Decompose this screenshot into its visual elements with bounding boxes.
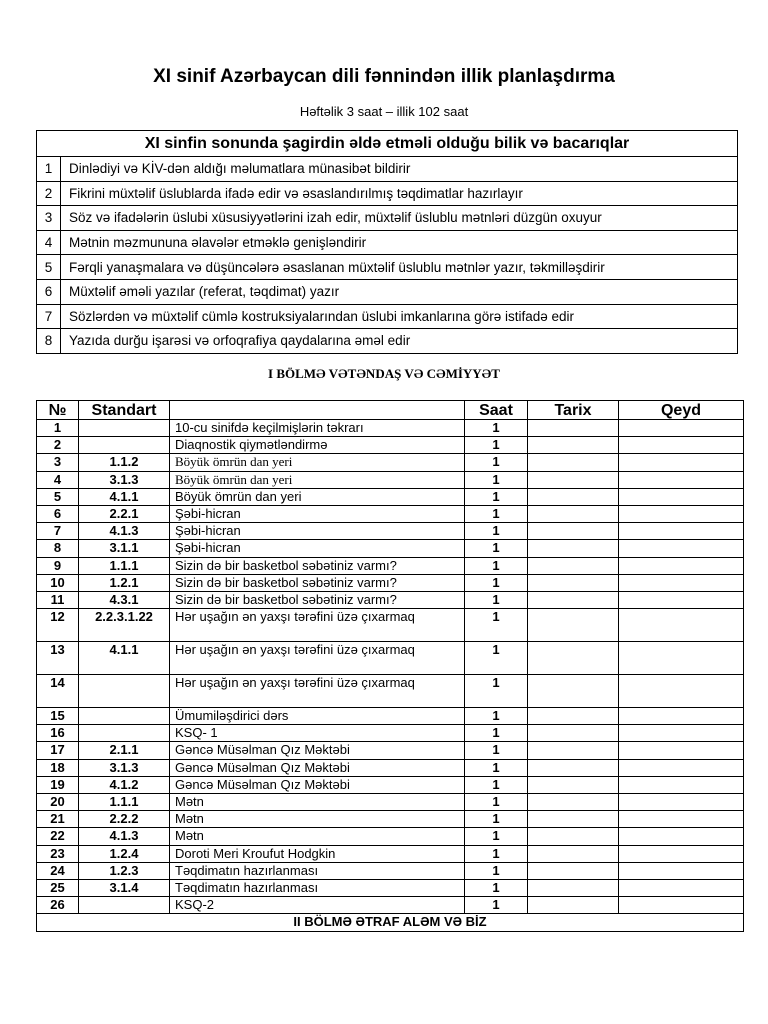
plan-table	[36, 400, 744, 932]
lesson-number: 19	[37, 776, 79, 793]
lesson-date	[528, 794, 619, 811]
outcome-text: Sözlərdən və müxtəlif cümlə kostruksiyalarından üslubi imkanlarına görə istifadə edir	[61, 304, 738, 329]
outcome-text: Söz və ifadələrin üslubi xüsusiyyətlərini izah edir, müxtəlif üslublu mətnləri düzgün oxuyur	[61, 206, 738, 231]
lesson-note	[619, 776, 744, 793]
standard-code: 2.2.3.1.22	[79, 609, 170, 642]
lesson-hours: 1	[465, 574, 528, 591]
lesson-topic: KSQ-2	[170, 897, 465, 914]
outcome-text: Dinlədiyi və KİV-dən aldığı məlumatlara münasibət bildirir	[61, 157, 738, 182]
lesson-number: 24	[37, 862, 79, 879]
lesson-note	[619, 420, 744, 437]
lesson-topic: Diaqnostik qiymətləndirmə	[170, 437, 465, 454]
lesson-number: 26	[37, 897, 79, 914]
outcomes-header: XI sinfin sonunda şagirdin əldə etməli olduğu bilik və bacarıqlar	[37, 131, 738, 157]
lesson-topic: Hər uşağın ən yaxşı tərəfini üzə çıxarmaq	[170, 642, 465, 675]
lesson-hours: 1	[465, 862, 528, 879]
lesson-topic: Gəncə Müsəlman Qız Məktəbi	[170, 742, 465, 759]
lesson-note	[619, 794, 744, 811]
lesson-topic: Gəncə Müsəlman Qız Məktəbi	[170, 776, 465, 793]
lesson-topic: Təqdimatın hazırlanması	[170, 862, 465, 879]
outcome-text: Fərqli yanaşmalara və düşüncələrə əsaslanan müxtəlif üslublu mətnlər yazır, təkmilləşdirir	[61, 255, 738, 280]
outcome-number: 6	[37, 279, 61, 304]
outcome-text: Müxtəlif əməli yazılar (referat, təqdimat) yazır	[61, 279, 738, 304]
lesson-number: 25	[37, 879, 79, 896]
plan-row	[37, 845, 744, 862]
lesson-hours: 1	[465, 828, 528, 845]
lesson-date	[528, 574, 619, 591]
lesson-note	[619, 708, 744, 725]
plan-row	[37, 879, 744, 896]
lesson-note	[619, 897, 744, 914]
outcome-text: Yazıda durğu işarəsi və orfoqrafiya qaydalarına əməl edir	[61, 329, 738, 354]
lesson-hours: 1	[465, 879, 528, 896]
lesson-hours: 1	[465, 540, 528, 557]
lesson-number: 10	[37, 574, 79, 591]
lesson-topic: 10-cu sinifdə keçilmişlərin təkrarı	[170, 420, 465, 437]
lesson-hours: 1	[465, 505, 528, 522]
plan-row	[37, 897, 744, 914]
lesson-note	[619, 471, 744, 488]
lesson-note	[619, 811, 744, 828]
lesson-note	[619, 862, 744, 879]
lesson-hours: 1	[465, 742, 528, 759]
lesson-topic: Şəbi-hicran	[170, 540, 465, 557]
col-header-saat: Saat	[465, 401, 528, 420]
lesson-number: 5	[37, 488, 79, 505]
section-title-1: I BÖLMƏ VƏTƏNDAŞ VƏ CƏMİYYƏT	[268, 366, 500, 381]
lesson-date	[528, 845, 619, 862]
standard-code: 1.1.1	[79, 557, 170, 574]
standard-code: 4.1.1	[79, 488, 170, 505]
lesson-date	[528, 725, 619, 742]
lesson-number: 20	[37, 794, 79, 811]
lesson-date	[528, 708, 619, 725]
lesson-topic: Təqdimatın hazırlanması	[170, 879, 465, 896]
plan-row	[37, 759, 744, 776]
lesson-number: 12	[37, 609, 79, 642]
outcome-number: 1	[37, 157, 61, 182]
lesson-date	[528, 609, 619, 642]
outcome-number: 8	[37, 329, 61, 354]
page-title: XI sinif Azərbaycan dili fənnindən illik planlaşdırma	[153, 66, 615, 87]
lesson-topic: Sizin də bir basketbol səbətiniz varmı?	[170, 574, 465, 591]
standard-code: 3.1.3	[79, 471, 170, 488]
standard-code	[79, 675, 170, 708]
plan-row	[37, 794, 744, 811]
plan-row	[37, 776, 744, 793]
lesson-date	[528, 523, 619, 540]
lesson-topic: Sizin də bir basketbol səbətiniz varmı?	[170, 591, 465, 608]
lesson-hours: 1	[465, 794, 528, 811]
lesson-hours: 1	[465, 523, 528, 540]
outcome-row	[37, 157, 738, 182]
plan-row	[37, 488, 744, 505]
standard-code: 4.3.1	[79, 591, 170, 608]
plan-row	[37, 505, 744, 522]
lesson-date	[528, 505, 619, 522]
standard-code: 2.2.1	[79, 505, 170, 522]
lesson-date	[528, 557, 619, 574]
lesson-number: 23	[37, 845, 79, 862]
outcome-number: 3	[37, 206, 61, 231]
outcome-row	[37, 279, 738, 304]
lesson-date	[528, 897, 619, 914]
lesson-number: 2	[37, 437, 79, 454]
section-title-2: II BÖLMƏ ƏTRAF ALƏM VƏ BİZ	[37, 914, 744, 932]
standard-code	[79, 437, 170, 454]
standard-code: 4.1.1	[79, 642, 170, 675]
outcomes-table	[36, 130, 738, 354]
lesson-number: 9	[37, 557, 79, 574]
lesson-number: 22	[37, 828, 79, 845]
lesson-date	[528, 642, 619, 675]
outcome-number: 2	[37, 181, 61, 206]
lesson-topic: Böyük ömrün dan yeri	[170, 454, 465, 471]
standard-code: 1.2.3	[79, 862, 170, 879]
plan-row	[37, 675, 744, 708]
plan-row	[37, 642, 744, 675]
lesson-topic: Gəncə Müsəlman Qız Məktəbi	[170, 759, 465, 776]
lesson-number: 1	[37, 420, 79, 437]
lesson-date	[528, 471, 619, 488]
lesson-date	[528, 454, 619, 471]
lesson-number: 15	[37, 708, 79, 725]
plan-row	[37, 420, 744, 437]
lesson-topic: Mətn	[170, 794, 465, 811]
plan-row	[37, 471, 744, 488]
standard-code: 4.1.2	[79, 776, 170, 793]
lesson-hours: 1	[465, 725, 528, 742]
lesson-topic: Sizin də bir basketbol səbətiniz varmı?	[170, 557, 465, 574]
lesson-date	[528, 879, 619, 896]
standard-code: 3.1.4	[79, 879, 170, 896]
lesson-topic: Hər uşağın ən yaxşı tərəfini üzə çıxarmaq	[170, 675, 465, 708]
lesson-topic: Ümumiləşdirici dərs	[170, 708, 465, 725]
plan-row	[37, 862, 744, 879]
standard-code: 4.1.3	[79, 828, 170, 845]
plan-row	[37, 574, 744, 591]
standard-code: 1.2.4	[79, 845, 170, 862]
lesson-date	[528, 591, 619, 608]
plan-row	[37, 609, 744, 642]
col-header-qeyd: Qeyd	[619, 401, 744, 420]
lesson-number: 16	[37, 725, 79, 742]
col-header-standart: Standart	[79, 401, 170, 420]
standard-code: 4.1.3	[79, 523, 170, 540]
col-header-num: №	[37, 401, 79, 420]
page-subtitle: Həftəlik 3 saat – illik 102 saat	[299, 104, 469, 119]
col-header-topic	[170, 401, 465, 420]
lesson-number: 4	[37, 471, 79, 488]
lesson-number: 6	[37, 505, 79, 522]
lesson-note	[619, 879, 744, 896]
lesson-hours: 1	[465, 471, 528, 488]
outcome-row	[37, 230, 738, 255]
section-row-2	[37, 914, 744, 932]
plan-row	[37, 454, 744, 471]
outcome-row	[37, 304, 738, 329]
lesson-number: 11	[37, 591, 79, 608]
lesson-note	[619, 642, 744, 675]
lesson-date	[528, 675, 619, 708]
outcome-row	[37, 255, 738, 280]
lesson-hours: 1	[465, 897, 528, 914]
lesson-hours: 1	[465, 454, 528, 471]
lesson-note	[619, 609, 744, 642]
lesson-topic: Mətn	[170, 828, 465, 845]
lesson-number: 14	[37, 675, 79, 708]
lesson-date	[528, 776, 619, 793]
standard-code: 1.1.1	[79, 794, 170, 811]
plan-row	[37, 742, 744, 759]
lesson-topic: Hər uşağın ən yaxşı tərəfini üzə çıxarmaq	[170, 609, 465, 642]
lesson-hours: 1	[465, 642, 528, 675]
standard-code: 2.2.2	[79, 811, 170, 828]
lesson-hours: 1	[465, 776, 528, 793]
lesson-topic: Doroti Meri Kroufut Hodgkin	[170, 845, 465, 862]
lesson-hours: 1	[465, 557, 528, 574]
standard-code	[79, 420, 170, 437]
lesson-hours: 1	[465, 609, 528, 642]
plan-row	[37, 725, 744, 742]
standard-code: 3.1.3	[79, 759, 170, 776]
lesson-note	[619, 505, 744, 522]
standard-code	[79, 725, 170, 742]
lesson-note	[619, 591, 744, 608]
outcome-number: 4	[37, 230, 61, 255]
lesson-topic: Böyük ömrün dan yeri	[170, 488, 465, 505]
lesson-date	[528, 540, 619, 557]
lesson-date	[528, 862, 619, 879]
outcome-text: Fikrini müxtəlif üslublarda ifadə edir və əsaslandırılmış təqdimatlar hazırlayır	[61, 181, 738, 206]
lesson-hours: 1	[465, 708, 528, 725]
standard-code	[79, 708, 170, 725]
plan-row	[37, 557, 744, 574]
outcome-text: Mətnin məzmununa əlavələr etməklə genişləndirir	[61, 230, 738, 255]
plan-row	[37, 437, 744, 454]
plan-row	[37, 828, 744, 845]
lesson-note	[619, 557, 744, 574]
standard-code: 1.2.1	[79, 574, 170, 591]
lesson-note	[619, 574, 744, 591]
lesson-note	[619, 675, 744, 708]
lesson-note	[619, 437, 744, 454]
lesson-number: 7	[37, 523, 79, 540]
outcome-row	[37, 181, 738, 206]
lesson-hours: 1	[465, 437, 528, 454]
outcome-row	[37, 206, 738, 231]
col-header-tarix: Tarix	[528, 401, 619, 420]
lesson-note	[619, 742, 744, 759]
lesson-note	[619, 845, 744, 862]
lesson-hours: 1	[465, 591, 528, 608]
lesson-date	[528, 437, 619, 454]
lesson-note	[619, 488, 744, 505]
lesson-note	[619, 454, 744, 471]
lesson-number: 17	[37, 742, 79, 759]
outcome-number: 7	[37, 304, 61, 329]
lesson-note	[619, 759, 744, 776]
lesson-number: 3	[37, 454, 79, 471]
standard-code: 1.1.2	[79, 454, 170, 471]
standard-code: 3.1.1	[79, 540, 170, 557]
plan-row	[37, 811, 744, 828]
plan-row	[37, 708, 744, 725]
lesson-date	[528, 811, 619, 828]
lesson-number: 18	[37, 759, 79, 776]
lesson-note	[619, 725, 744, 742]
lesson-date	[528, 759, 619, 776]
lesson-number: 13	[37, 642, 79, 675]
lesson-number: 8	[37, 540, 79, 557]
standard-code: 2.1.1	[79, 742, 170, 759]
plan-row	[37, 523, 744, 540]
lesson-note	[619, 828, 744, 845]
lesson-number: 21	[37, 811, 79, 828]
lesson-hours: 1	[465, 488, 528, 505]
lesson-date	[528, 828, 619, 845]
lesson-note	[619, 523, 744, 540]
lesson-topic: Şəbi-hicran	[170, 523, 465, 540]
lesson-topic: Mətn	[170, 811, 465, 828]
lesson-hours: 1	[465, 759, 528, 776]
lesson-hours: 1	[465, 811, 528, 828]
lesson-hours: 1	[465, 675, 528, 708]
lesson-date	[528, 488, 619, 505]
outcome-row	[37, 329, 738, 354]
plan-row	[37, 540, 744, 557]
lesson-topic: KSQ- 1	[170, 725, 465, 742]
lesson-date	[528, 420, 619, 437]
plan-row	[37, 591, 744, 608]
standard-code	[79, 897, 170, 914]
lesson-hours: 1	[465, 420, 528, 437]
lesson-note	[619, 540, 744, 557]
lesson-hours: 1	[465, 845, 528, 862]
lesson-date	[528, 742, 619, 759]
outcome-number: 5	[37, 255, 61, 280]
lesson-topic: Böyük ömrün dan yeri	[170, 471, 465, 488]
lesson-topic: Şəbi-hicran	[170, 505, 465, 522]
